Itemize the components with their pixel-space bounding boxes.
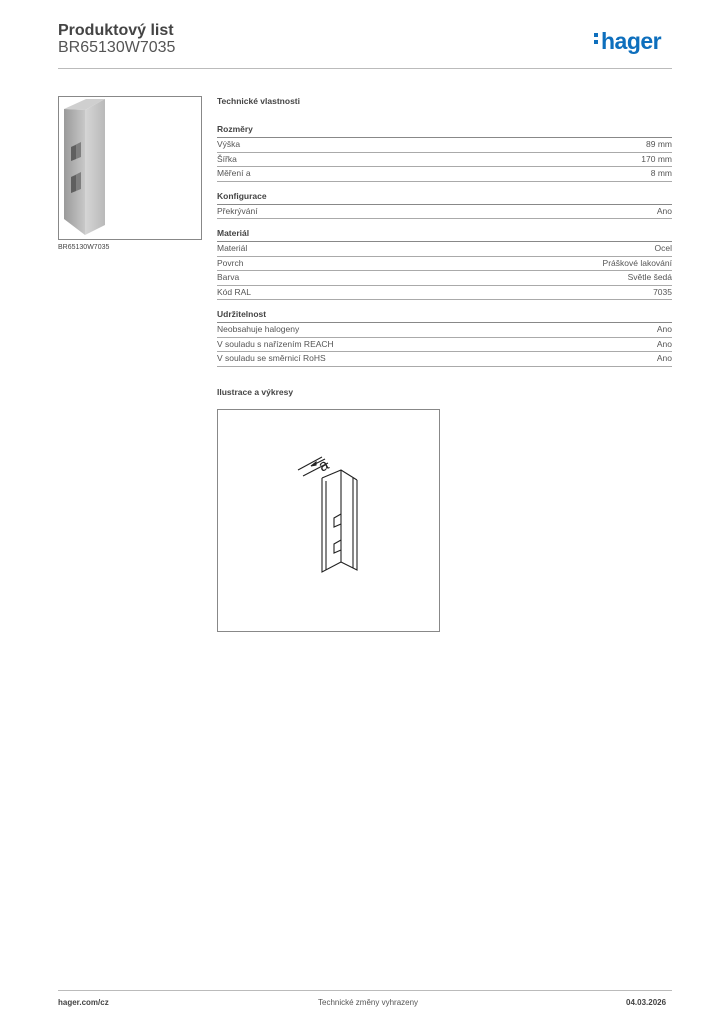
technical-properties <box>217 96 672 399</box>
spec-value: Práškové lakování <box>602 257 672 268</box>
spec-row <box>217 153 672 168</box>
header-divider <box>58 68 672 69</box>
spec-value: Světle šedá <box>627 272 672 282</box>
dimension-drawing-icon <box>218 410 439 631</box>
footer-divider <box>58 990 672 991</box>
spec-label: V souladu s nařízením REACH <box>217 338 334 349</box>
spec-value: 170 mm <box>641 153 672 164</box>
footer-website-link[interactable]: hager.com/cz <box>58 998 109 1007</box>
spec-label: Kód RAL <box>217 286 252 297</box>
spec-label: V souladu se směrnicí RoHS <box>217 353 326 363</box>
spec-value: 8 mm <box>650 168 672 178</box>
tech-heading: Technické vlastnosti <box>217 96 300 106</box>
product-code: BR65130W7035 <box>58 39 176 56</box>
product-image <box>58 96 202 240</box>
spec-row <box>217 167 672 182</box>
product-image-caption: BR65130W7035 <box>58 244 110 251</box>
spec-row <box>217 286 672 301</box>
group-title: Materiál <box>217 228 672 242</box>
spec-value: 89 mm <box>646 139 672 149</box>
product-photo-icon <box>59 97 201 239</box>
group-title: Rozměry <box>217 124 672 138</box>
spec-label: Překrývání <box>217 205 258 216</box>
spec-label: Barva <box>217 272 240 282</box>
logo-text: hager <box>601 28 662 54</box>
spec-row <box>217 242 672 257</box>
spec-row <box>217 323 672 338</box>
spec-value: Ano <box>656 324 672 334</box>
spec-row <box>217 138 672 153</box>
spec-label: Neobsahuje halogeny <box>217 324 300 334</box>
page-title: Produktový list <box>58 22 174 39</box>
spec-label: Měření a <box>217 168 251 178</box>
spec-row <box>217 257 672 272</box>
spec-value: Ano <box>656 205 672 216</box>
spec-row <box>217 271 672 286</box>
spec-row <box>217 205 672 220</box>
logo-dots-icon <box>594 30 599 47</box>
group-title: Konfigurace <box>217 191 672 205</box>
dimension-label: a <box>315 456 332 476</box>
hager-logo <box>594 28 661 55</box>
technical-drawing <box>217 409 440 632</box>
spec-row <box>217 338 672 353</box>
spec-value: Ocel <box>654 243 672 253</box>
illustrations-heading: Ilustrace a výkresy <box>217 386 294 397</box>
spec-label: Povrch <box>217 257 244 268</box>
footer-note: Technické změny vyhrazeny <box>318 998 419 1007</box>
spec-label: Šířka <box>217 153 237 164</box>
spec-value: Ano <box>656 353 672 363</box>
spec-value: Ano <box>656 338 672 349</box>
footer-date: 04.03.2026 <box>626 998 667 1007</box>
spec-row <box>217 352 672 367</box>
spec-label: Výška <box>217 139 241 149</box>
group-title: Udržitelnost <box>217 309 672 323</box>
spec-label: Materiál <box>217 243 248 253</box>
spec-value: 7035 <box>653 286 672 297</box>
